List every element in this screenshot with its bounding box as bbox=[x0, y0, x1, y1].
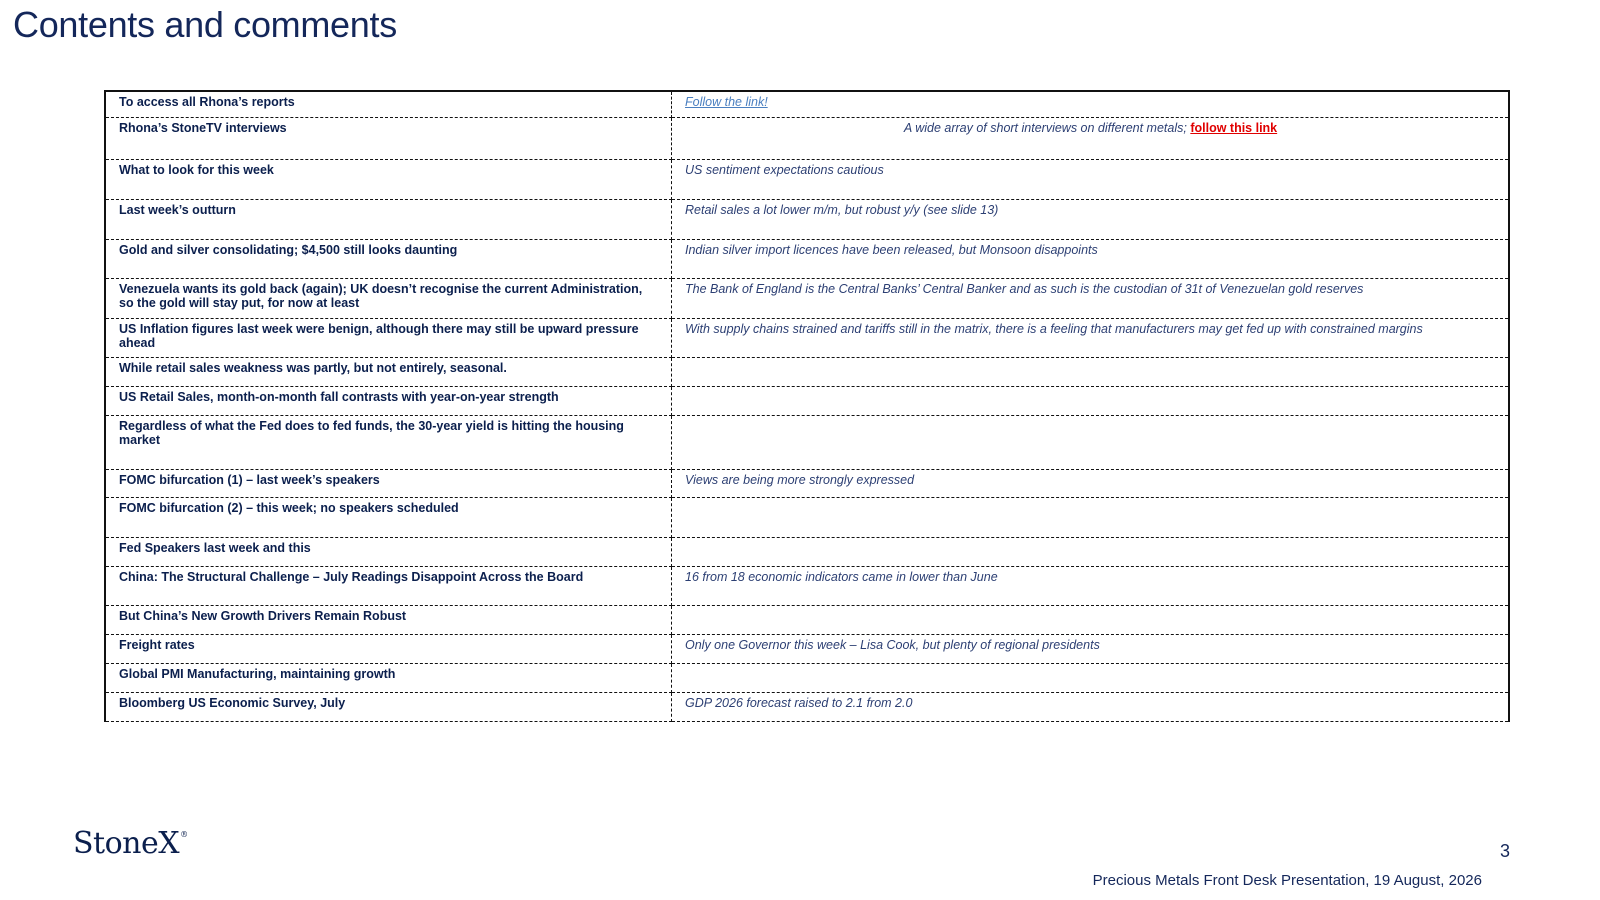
table-body bbox=[105, 91, 1509, 721]
page-title: Contents and comments bbox=[13, 4, 397, 45]
comment-cell bbox=[672, 605, 1510, 634]
table-row bbox=[105, 386, 1509, 415]
table-row bbox=[105, 415, 1509, 469]
comment-cell bbox=[672, 318, 1510, 357]
topic-cell: US Inflation figures last week were benign, although there may still be upward pressure ahead bbox=[105, 318, 672, 357]
comment-text: Indian silver import licences have been released, but Monsoon disappoints bbox=[685, 242, 1098, 257]
comment-cell bbox=[672, 566, 1510, 605]
topic-cell: Rhona’s StoneTV interviews bbox=[105, 117, 672, 159]
table-row bbox=[105, 91, 1509, 117]
topic-cell: Venezuela wants its gold back (again); UK doesn’t recognise the current Administration, so the gold will stay put, for now at least bbox=[105, 278, 672, 318]
stonetv-link[interactable]: follow this link bbox=[1190, 120, 1278, 135]
comment-cell bbox=[672, 159, 1510, 199]
comment-text: US sentiment expectations cautious bbox=[685, 162, 884, 177]
table-row bbox=[105, 692, 1509, 721]
stonex-logo bbox=[73, 826, 188, 861]
topic-cell: While retail sales weakness was partly, but not entirely, seasonal. bbox=[105, 357, 672, 386]
comment-cell bbox=[672, 239, 1510, 278]
table-row bbox=[105, 199, 1509, 239]
comment-cell bbox=[672, 663, 1510, 692]
table-row bbox=[105, 634, 1509, 663]
comment-text: Retail sales a lot lower m/m, but robust y/y (see slide 13) bbox=[685, 202, 999, 217]
reports-link[interactable]: Follow the link! bbox=[685, 95, 768, 109]
comment-text: A wide array of short interviews on different metals; bbox=[903, 120, 1191, 135]
comment-text: 16 from 18 economic indicators came in lower than June bbox=[685, 569, 998, 584]
footer-text: Precious Metals Front Desk Presentation, 19 August, 2026 bbox=[1092, 872, 1482, 889]
topic-cell: Regardless of what the Fed does to fed funds, the 30-year yield is hitting the housing market bbox=[105, 415, 672, 469]
table-row bbox=[105, 605, 1509, 634]
comment-text: With supply chains strained and tariffs still in the matrix, there is a feeling that manufacturers may get fed up with constrained margins bbox=[685, 321, 1423, 336]
topic-cell: What to look for this week bbox=[105, 159, 672, 199]
topic-cell: US Retail Sales, month-on-month fall contrasts with year-on-year strength bbox=[105, 386, 672, 415]
table-row bbox=[105, 117, 1509, 159]
table-row bbox=[105, 663, 1509, 692]
page-number: 3 bbox=[1500, 841, 1511, 861]
comment-cell bbox=[672, 692, 1510, 721]
comment-cell bbox=[672, 386, 1510, 415]
contents-table bbox=[104, 90, 1510, 722]
comment-text: GDP 2026 forecast raised to 2.1 from 2.0 bbox=[685, 695, 913, 710]
table-row bbox=[105, 357, 1509, 386]
comment-cell bbox=[672, 415, 1510, 469]
comment-cell bbox=[672, 634, 1510, 663]
comment-text: Views are being more strongly expressed bbox=[685, 472, 915, 487]
topic-cell: To access all Rhona’s reports bbox=[105, 91, 672, 117]
topic-cell: Global PMI Manufacturing, maintaining growth bbox=[105, 663, 672, 692]
logo-text: StoneX bbox=[73, 826, 180, 861]
comment-text: The Bank of England is the Central Banks’ Central Banker and as such is the custodian of 31t of Venezuelan gold reserves bbox=[685, 281, 1364, 296]
topic-cell: Gold and silver consolidating; $4,500 still looks daunting bbox=[105, 239, 672, 278]
table-row bbox=[105, 159, 1509, 199]
table-row bbox=[105, 278, 1509, 318]
comment-cell bbox=[672, 278, 1510, 318]
topic-cell: China: The Structural Challenge – July Readings Disappoint Across the Board bbox=[105, 566, 672, 605]
comment-cell bbox=[672, 357, 1510, 386]
topic-cell: FOMC bifurcation (2) – this week; no speakers scheduled bbox=[105, 497, 672, 537]
table-row bbox=[105, 566, 1509, 605]
topic-cell: But China’s New Growth Drivers Remain Robust bbox=[105, 605, 672, 634]
logo-registered-mark: ® bbox=[180, 830, 188, 839]
topic-cell: Freight rates bbox=[105, 634, 672, 663]
comment-cell bbox=[672, 199, 1510, 239]
table-row bbox=[105, 537, 1509, 566]
comment-cell bbox=[672, 91, 1510, 117]
comment-text: Only one Governor this week – Lisa Cook, but plenty of regional presidents bbox=[685, 637, 1100, 652]
comment-cell bbox=[672, 117, 1510, 159]
comment-cell bbox=[672, 497, 1510, 537]
topic-cell: Bloomberg US Economic Survey, July bbox=[105, 692, 672, 721]
table-row bbox=[105, 239, 1509, 278]
table-row bbox=[105, 497, 1509, 537]
topic-cell: FOMC bifurcation (1) – last week’s speakers bbox=[105, 469, 672, 497]
table-row bbox=[105, 469, 1509, 497]
comment-cell bbox=[672, 537, 1510, 566]
topic-cell: Last week’s outturn bbox=[105, 199, 672, 239]
table-row bbox=[105, 318, 1509, 357]
comment-cell bbox=[672, 469, 1510, 497]
topic-cell: Fed Speakers last week and this bbox=[105, 537, 672, 566]
